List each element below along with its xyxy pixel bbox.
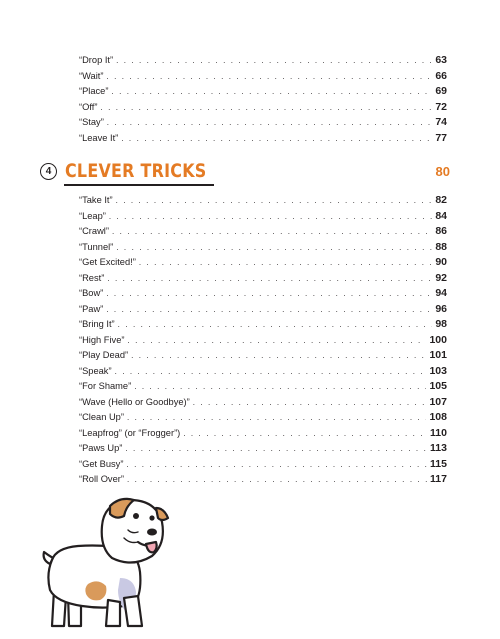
toc-entry-page: 86 [435, 225, 447, 237]
toc-entry-page: 90 [435, 256, 447, 268]
toc-entry-page: 77 [435, 131, 447, 144]
toc-entry[interactable] [79, 426, 447, 442]
dot-leader [112, 224, 432, 240]
toc-entry[interactable] [79, 333, 447, 349]
toc-entry[interactable] [79, 441, 447, 457]
toc-entry-label: “Bring It” [79, 319, 115, 329]
toc-entry[interactable] [79, 395, 447, 411]
chapter-title-underline [64, 184, 214, 186]
dot-leader [134, 379, 426, 395]
toc-entry-label: “Paws Up” [79, 443, 123, 453]
toc-entry-page: 115 [430, 457, 447, 470]
toc-entry[interactable] [79, 255, 447, 271]
toc-entry-label: “Tunnel” [79, 241, 114, 252]
toc-entry-label: “Play Dead” [79, 350, 129, 360]
toc-entry-label: “Rest” [79, 272, 105, 283]
dot-leader [126, 457, 427, 473]
dot-leader [131, 348, 426, 364]
toc-entry[interactable] [79, 100, 447, 116]
dot-leader [116, 193, 433, 209]
chapter-heading[interactable] [40, 160, 450, 186]
toc-entry-label: “Leap” [79, 210, 106, 221]
toc-entry[interactable] [79, 84, 447, 100]
toc-entry-label: “Off” [79, 101, 98, 112]
toc-entry-page: 84 [435, 209, 447, 222]
toc-entry-label: “Roll Over” [79, 474, 124, 484]
dot-leader [109, 209, 432, 225]
dot-leader [100, 100, 432, 116]
toc-entry[interactable] [79, 115, 447, 131]
toc-entry[interactable] [79, 457, 447, 473]
dot-leader [125, 441, 427, 457]
dot-leader [118, 317, 433, 333]
toc-entry-page: 72 [435, 100, 447, 113]
dot-leader [107, 115, 433, 131]
toc-entry[interactable] [79, 240, 447, 256]
toc-entry[interactable] [79, 193, 447, 209]
toc-entry-page: 88 [435, 240, 447, 253]
toc-entry-page: 94 [435, 287, 447, 299]
dot-leader [127, 410, 427, 426]
toc-entry-page: 110 [430, 426, 447, 439]
toc-entry[interactable] [79, 410, 447, 426]
toc-entry-label: “Drop It” [79, 55, 114, 65]
toc-entry[interactable] [79, 302, 447, 318]
toc-entry-page: 117 [430, 473, 447, 485]
toc-entry[interactable] [79, 364, 447, 380]
toc-entry-label: “Take It” [79, 195, 113, 205]
toc-entry-label: “Clean Up” [79, 412, 124, 422]
dot-leader [193, 395, 427, 411]
toc-entry[interactable] [79, 348, 447, 364]
toc-entry[interactable] [79, 69, 447, 85]
toc-entry-page: 101 [429, 349, 447, 361]
toc-entry[interactable] [79, 286, 447, 302]
chapter-number-badge: 4 [40, 163, 57, 180]
toc-entry-label: “Place” [79, 86, 109, 96]
toc-entry-page: 92 [435, 271, 447, 284]
toc-entry-page: 100 [429, 333, 447, 346]
toc-entry-page: 96 [435, 302, 447, 315]
toc-entry-label: “Leave It” [79, 132, 119, 143]
toc-entry-label: “Wait” [79, 70, 104, 81]
dot-leader [116, 240, 432, 256]
toc-entry-page: 74 [435, 116, 447, 128]
dot-leader [107, 271, 432, 287]
toc-entry-label: “Get Excited!” [79, 257, 136, 267]
toc-entry[interactable] [79, 271, 447, 287]
toc-entry[interactable] [79, 224, 447, 240]
toc-entry-label: “Speak” [79, 365, 112, 376]
dot-leader [115, 364, 427, 380]
toc-entry-page: 105 [429, 380, 447, 392]
toc-list-section-b [79, 193, 447, 488]
toc-entry[interactable] [79, 317, 447, 333]
toc-entry-label: “Paw” [79, 303, 104, 314]
dot-leader [106, 69, 432, 85]
dot-leader [139, 255, 432, 271]
toc-entry-label: “Get Busy” [79, 458, 124, 469]
dot-leader [106, 302, 432, 318]
toc-entry-page: 103 [429, 364, 447, 377]
toc-entry-page: 82 [435, 194, 447, 206]
toc-entry-page: 63 [435, 54, 447, 66]
toc-entry-page: 69 [435, 85, 447, 97]
toc-entry[interactable] [79, 53, 447, 69]
toc-entry[interactable] [79, 209, 447, 225]
toc-entry-label: “Stay” [79, 117, 104, 127]
chapter-title: CLEVER TRICKS [65, 161, 207, 182]
dot-leader [127, 333, 426, 349]
toc-entry-page: 113 [430, 442, 447, 454]
toc-entry-label: “Crawl” [79, 226, 109, 236]
toc-entry-label: “For Shame” [79, 381, 132, 391]
dot-leader [116, 53, 432, 69]
toc-entry-label: “High Five” [79, 334, 125, 345]
toc-entry-page: 107 [429, 395, 447, 408]
bulldog-illustration [28, 486, 178, 636]
dot-leader [183, 426, 427, 442]
toc-entry[interactable] [79, 131, 447, 147]
chapter-page-number: 80 [435, 164, 450, 179]
toc-entry-label: “Bow” [79, 288, 104, 298]
dot-leader [111, 84, 432, 100]
toc-entry[interactable] [79, 379, 447, 395]
toc-entry-label: “Leapfrog” (or “Frogger”) [79, 427, 181, 438]
dot-leader [106, 286, 432, 302]
dot-leader [121, 131, 432, 147]
toc-entry-page: 98 [435, 318, 447, 330]
toc-entry-page: 66 [435, 69, 447, 82]
toc-entry-label: “Wave (Hello or Goodbye)” [79, 396, 190, 407]
toc-entry-page: 108 [429, 411, 447, 423]
toc-list-section-a [79, 53, 447, 146]
